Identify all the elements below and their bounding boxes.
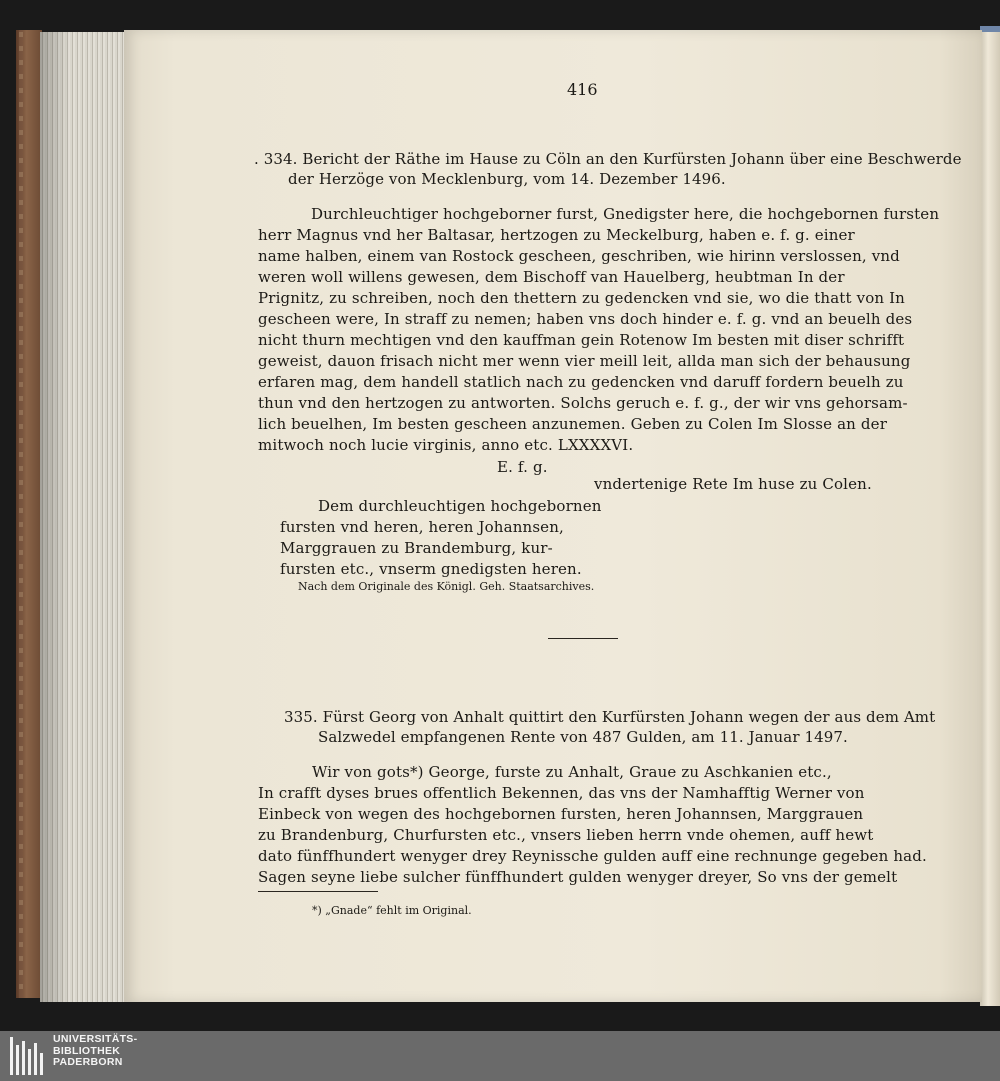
doc335-body-line: dato fünffhundert wenyger drey Reynissche gulden auff eine rechnunge gegeben had.	[258, 847, 927, 865]
doc334-body-line: Durchleuchtiger hochgeborner furst, Gnedigster here, die hochgebornen fursten	[311, 205, 940, 223]
doc334-body-line: nicht thurn mechtigen vnd den kauffman gein Rotenow Im besten mit diser schrifft	[258, 331, 905, 349]
doc334-body-line: name halben, einem van Rostock gescheen, geschriben, wie hirinn verslossen, vnd	[258, 247, 900, 265]
doc334-heading-line-1: . 334. Bericht der Räthe im Hause zu Cöln an den Kurfürsten Johann über eine Beschwerde	[254, 150, 962, 168]
doc334-source-note: Nach dem Originale des Königl. Geh. Staatsarchives.	[298, 580, 595, 593]
doc334-salutation: E. f. g.	[497, 458, 548, 476]
book-spine-edge	[16, 30, 42, 998]
doc334-body-line: Prignitz, zu schreiben, noch den thettern zu gedencken vnd sie, wo die thatt von In	[258, 289, 905, 307]
doc335-body-line: Sagen seyne liebe sulcher fünffhundert gulden wenyger dreyer, So vns der gemelt	[258, 868, 898, 886]
doc334-body-line: gescheen were, In straff zu nemen; haben vns doch hinder e. f. g. vnd an beuelh des	[258, 310, 913, 328]
doc334-body-line: weren woll willens gewesen, dem Bischoff van Hauelberg, heubtman In der	[258, 268, 845, 286]
library-logo-icon	[10, 1037, 44, 1075]
section-divider	[548, 638, 618, 639]
doc335-body-line: Einbeck von wegen des hochgebornen fursten, heren Johannsen, Marggrauen	[258, 805, 864, 823]
doc334-body-line: mitwoch noch lucie virginis, anno etc. LXXXXVI.	[258, 436, 634, 454]
doc335-body-line: zu Brandenburg, Churfursten etc., vnsers lieben herrn vnde ohemen, auff hewt	[258, 826, 874, 844]
facing-page-edge	[980, 26, 1000, 1006]
doc335-body-line: Wir von gots*) George, furste zu Anhalt, Graue zu Aschkanien etc.,	[312, 763, 832, 781]
doc334-signature: vndertenige Rete Im huse zu Colen.	[594, 475, 872, 493]
doc334-body-line: herr Magnus vnd her Baltasar, hertzogen zu Meckelburg, haben e. f. g. einer	[258, 226, 855, 244]
doc334-body-line: geweist, dauon frisach nicht mer wenn vier meill leit, allda man sich der behausung	[258, 352, 911, 370]
page-number: 416	[567, 80, 598, 99]
doc335-heading-line-2: Salzwedel empfangenen Rente von 487 Gulden, am 11. Januar 1497.	[318, 728, 848, 746]
doc334-address-line: Dem durchleuchtigen hochgebornen	[318, 497, 602, 515]
doc334-address-line: Marggrauen zu Brandemburg, kur-	[280, 539, 553, 557]
doc334-heading-line-2: der Herzöge von Mecklenburg, vom 14. Dezember 1496.	[288, 170, 726, 188]
doc335-body-line: In crafft dyses brues offentlich Bekennen, das vns der Namhafftig Werner von	[258, 784, 865, 802]
footnote-rule	[258, 891, 378, 892]
doc334-address-line: fursten vnd heren, heren Johannsen,	[280, 518, 564, 536]
doc334-body-line: lich beuelhen, Im besten gescheen anzunemen. Geben zu Colen Im Slosse an der	[258, 415, 888, 433]
footnote: *) „Gnade“ fehlt im Original.	[312, 904, 472, 917]
doc334-body-line: thun vnd den hertzogen zu antworten. Solchs geruch e. f. g., der wir vns gehorsam-	[258, 394, 908, 412]
doc335-heading-line-1: 335. Fürst Georg von Anhalt quittirt den Kurfürsten Johann wegen der aus dem Amt	[284, 708, 936, 726]
doc334-body-line: erfaren mag, dem handell statlich nach zu gedencken vnd daruff fordern beuelh zu	[258, 373, 904, 391]
library-footer-bar	[0, 1031, 1000, 1081]
library-logo-text: UNIVERSITÄTS- BIBLIOTHEK PADERBORN	[53, 1033, 138, 1068]
doc334-address-line: fursten etc., vnserm gnedigsten heren.	[280, 560, 582, 578]
page-stack-edge	[40, 32, 126, 1002]
